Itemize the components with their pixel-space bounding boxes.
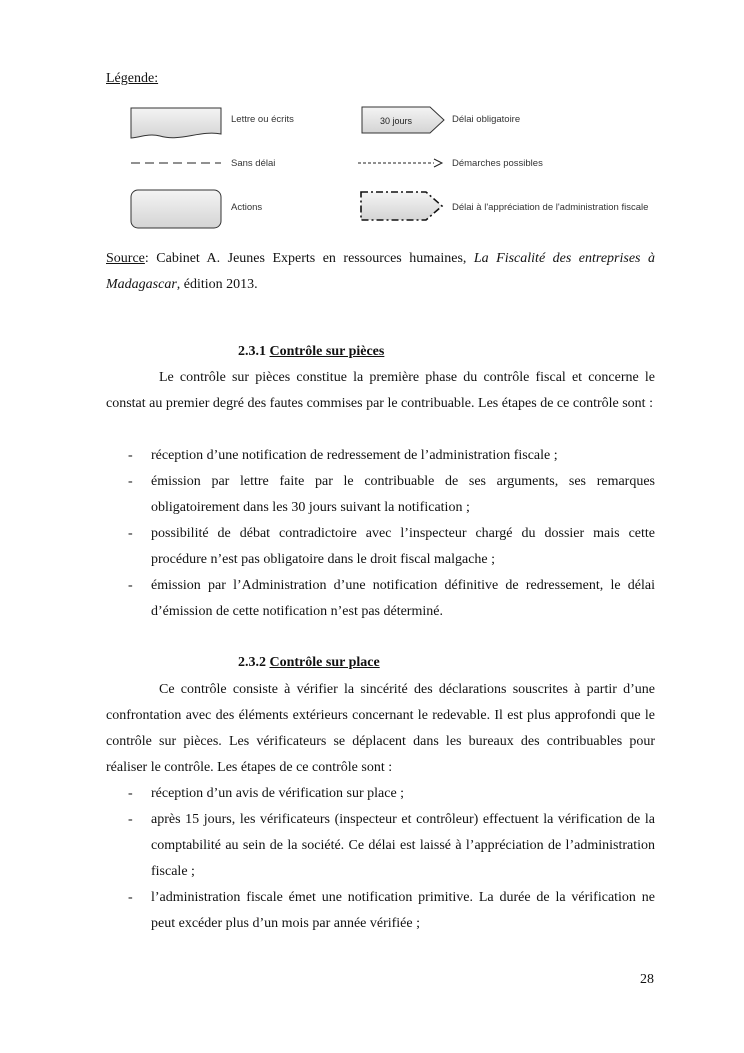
section-1-heading: [238, 344, 384, 360]
section-1-list: [106, 443, 655, 625]
page-number: 28: [640, 972, 654, 987]
bullet-dash: -: [128, 812, 133, 827]
bullet-dash: -: [128, 786, 133, 801]
section-2-title: Contrôle sur place: [269, 655, 380, 670]
section-1-intro: Le contrôle sur pièces constitue la première phase du contrôle fiscal et concerne le constat au premier degré des fautes commises par le contribuable. Les étapes de ce contrôle sont :: [106, 370, 655, 411]
list-item: - émission par lettre faite par le contribuable de ses arguments, ses remarques obligatoirement dans les 30 jours suivant la notification ;: [106, 469, 655, 521]
list-item: - émission par l’Administration d’une notification définitive de redressement, le délai d’émission de cette notification n’est pas déterminé.: [106, 573, 655, 625]
legend-appreciation-label: Délai à l'appréciation de l'administration fiscale: [452, 202, 649, 213]
actions-shape: [131, 190, 221, 228]
bullet-dash: -: [128, 474, 133, 489]
section-1-title: Contrôle sur pièces: [269, 344, 385, 359]
letter-shape: [131, 108, 221, 138]
legend-no-delay-label: Sans délai: [231, 158, 276, 169]
list-item: - réception d’une notification de redressement de l’administration fiscale ;: [106, 443, 655, 469]
list-item: - après 15 jours, les vérificateurs (inspecteur et contrôleur) effectuent la vérification de la comptabilité au sein de la société. Ce délai est laissé à l’appréciation de l’administration fiscale ;: [106, 807, 655, 885]
list-item: - l’administration fiscale émet une notification primitive. La durée de la vérification ne peut excéder plus d’un mois par année vérifiée ;: [106, 885, 655, 937]
source-title: La Fiscalité des entreprises à Madagascar: [106, 251, 655, 292]
source-text-a: : Cabinet A. Jeunes Experts en ressources humaines,: [144, 251, 474, 266]
list-item: - possibilité de débat contradictoire avec l’inspecteur chargé du dossier mais cette procédure n’est pas obligatoire dans le droit fiscal malgache ;: [106, 521, 655, 573]
section-2-number: 2.3.2: [238, 655, 266, 670]
source-paragraph: [106, 246, 655, 298]
section-2-list: [106, 781, 655, 937]
legend-delay-label: Délai obligatoire: [452, 114, 521, 125]
bullet-dash: -: [128, 890, 133, 905]
bullet-dash: -: [128, 578, 133, 593]
legend-possible-label: Démarches possibles: [452, 158, 543, 169]
section-1-number: 2.3.1: [238, 344, 266, 359]
legend-title: Légende:: [106, 71, 159, 86]
appreciation-shape: [361, 192, 442, 220]
list-item: - réception d’un avis de vérification sur place ;: [106, 781, 655, 807]
possible-arrow-head: [434, 159, 442, 167]
bullet-dash: -: [128, 448, 133, 463]
source-text-b: , édition 2013.: [176, 277, 258, 292]
bullet-dash: -: [128, 526, 133, 541]
section-2-heading: [238, 655, 380, 671]
delay-box-text: 30 jours: [380, 116, 413, 126]
legend-diagram: [120, 100, 680, 235]
source-label: Source: [106, 251, 145, 266]
legend-letter-label: Lettre ou écrits: [231, 114, 294, 125]
section-2-intro: Ce contrôle consiste à vérifier la sincérité des déclarations souscrites à partir d’une confrontation avec des éléments extérieurs concernant le redevable. Il est plus approfondi que le contrôle sur pièces. Les vérificateurs se déplacent dans les bureaux des contribuables pour réaliser le contrôle. Les étapes de ce contrôle sont :: [106, 682, 655, 775]
legend-actions-label: Actions: [231, 202, 263, 213]
